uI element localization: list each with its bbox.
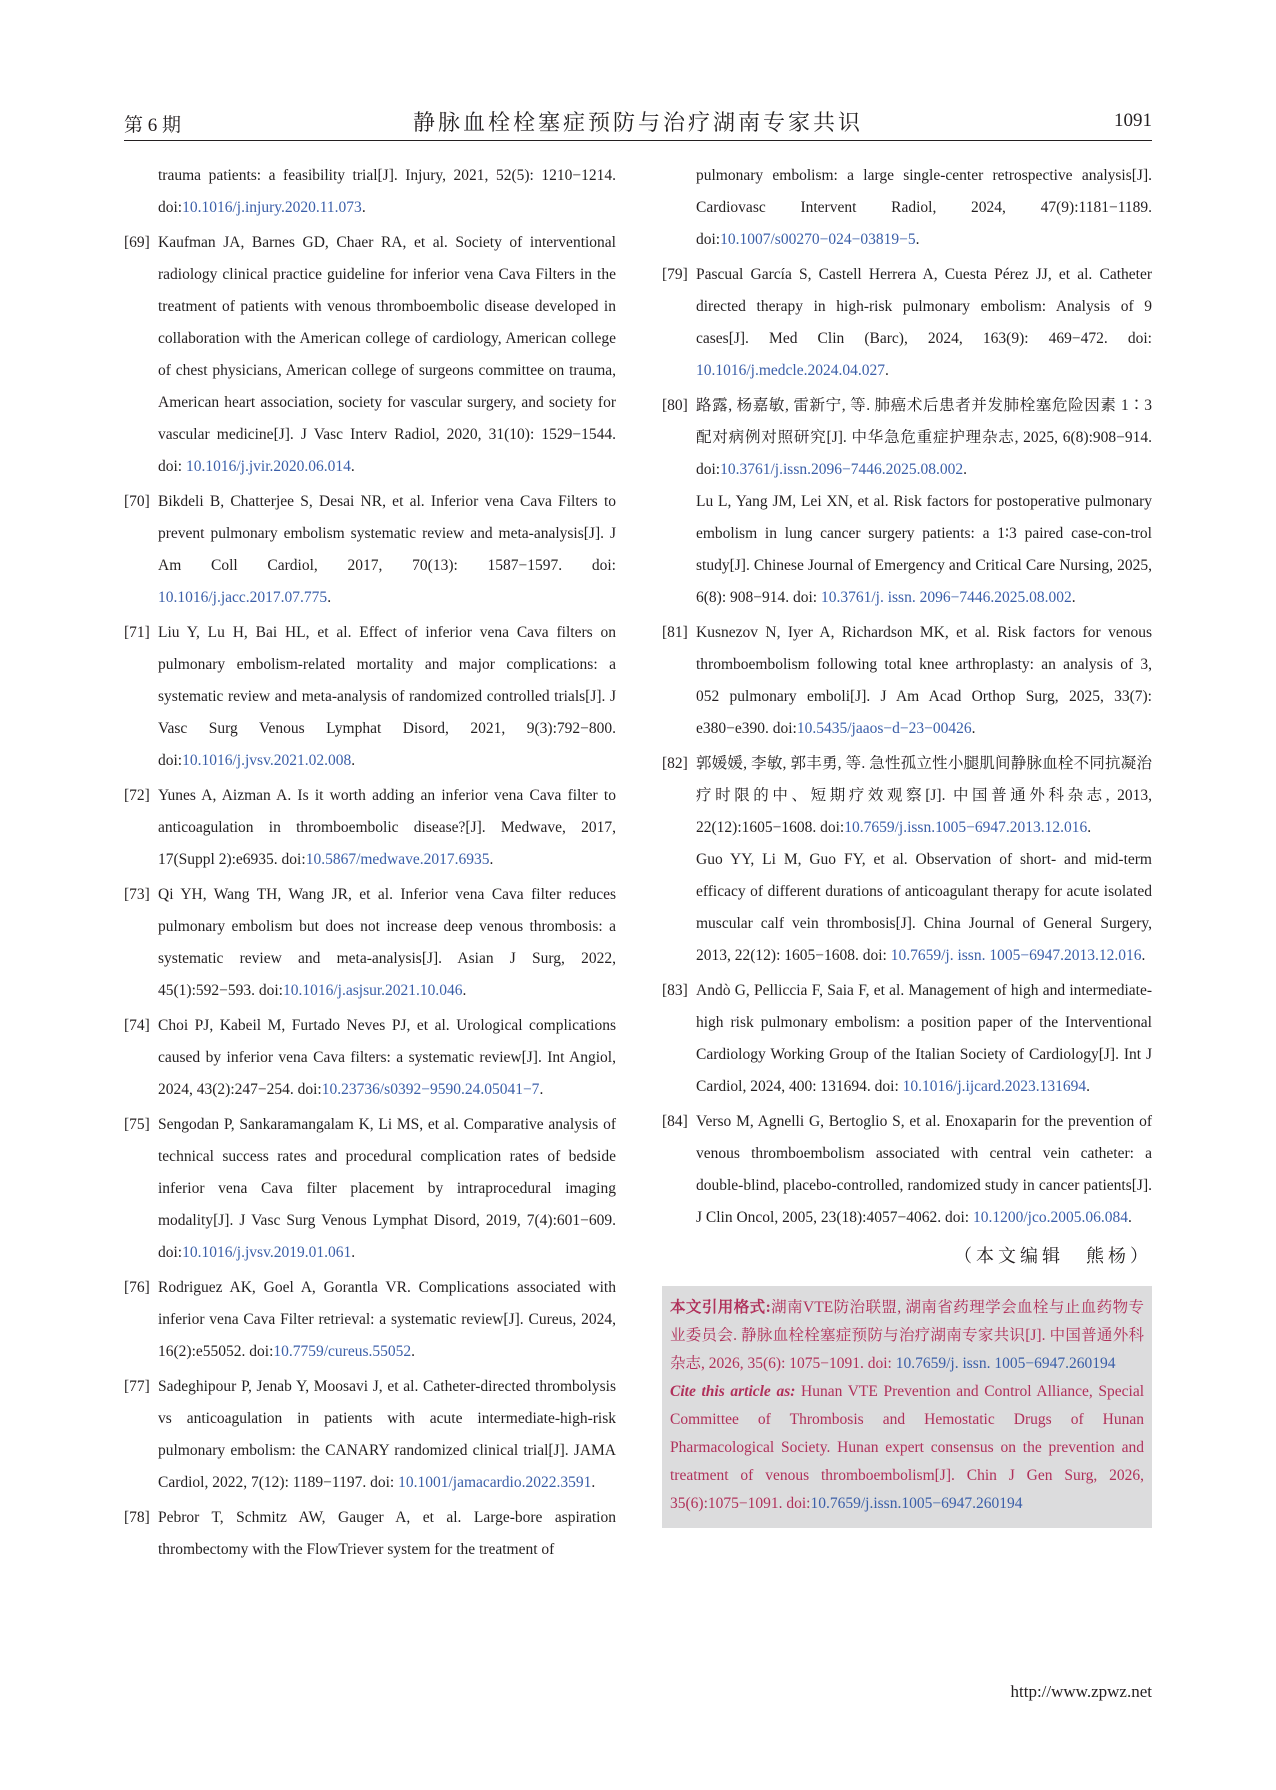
reference-text [696, 1106, 1152, 1234]
reference-item [662, 390, 1152, 614]
doi-link[interactable]: 10.1200/jco.2005.06.084 [972, 1209, 1128, 1226]
reference-item [662, 259, 1152, 387]
reference-text [158, 1272, 616, 1368]
reference-citation: Bikdeli B, Chatterjee S, Desai NR, et al. Inferior vena Cava Filters to prevent pulmonary embolism systematic review and meta-analysis[J]. J Am Coll Cardiol, 2017, 70(13): 1587−1597. doi: [158, 493, 616, 574]
reference-text [158, 1010, 616, 1106]
doi-link[interactable]: 10.1016/j.jacc.2017.07.775 [158, 589, 328, 606]
page-number: 1091 [1114, 110, 1152, 131]
reference-number: [77] [124, 1378, 150, 1395]
reference-citation: Liu Y, Lu H, Bai HL, et al. Effect of inferior vena Cava filters on pulmonary embolism-related mortality and major complications: a systematic review and meta-analysis of randomized controlled trials[J]. J Vasc Surg Venous Lymphat Disord, 2021, 9(3):792−800. doi: [158, 624, 616, 769]
reference-text [158, 1502, 616, 1566]
reference-item [662, 748, 1152, 972]
translation-doi-link[interactable]: 10.7659/j. issn. 1005−6947.2013.12.016 [890, 947, 1142, 964]
reference-citation: Verso M, Agnelli G, Bertoglio S, et al. Enoxaparin for the prevention of venous thromboembolism associated with central vein catheter: a double-blind, placebo-controlled, randomized study in cancer patients[J]. J Clin Oncol, 2005, 23(18):4057−4062. doi: [696, 1113, 1152, 1226]
reference-tail: . [462, 982, 467, 999]
page-header [124, 106, 1152, 141]
reference-number: [72] [124, 787, 150, 804]
reference-number: [76] [124, 1279, 150, 1296]
reference-text [696, 259, 1152, 387]
reference-text [696, 975, 1152, 1103]
reference-citation: Rodriguez AK, Goel A, Gorantla VR. Complications associated with inferior vena Cava Filter retrieval: a systematic review[J]. Cureus, 2024, 16(2):e55052. doi: [158, 1279, 616, 1360]
reference-number: [80] [662, 397, 688, 414]
citation-cn [670, 1294, 1144, 1378]
doi-link[interactable]: 10.5435/jaaos−d−23−00426 [796, 720, 972, 737]
reference-tail: . [971, 720, 976, 737]
reference-number: [71] [124, 624, 150, 641]
right-reference-list [662, 160, 1152, 1234]
reference-citation: 郭媛媛, 李敏, 郭丰勇, 等. 急性孤立性小腿肌间静脉血栓不同抗凝治疗时限的中、短期疗效观察[J]. 中国普通外科杂志, 2013, 22(12):1605−1608. doi: [696, 755, 1152, 836]
reference-text [696, 748, 1152, 972]
reference-tail: . [1086, 1078, 1090, 1095]
doi-link[interactable]: 10.1016/j.jvir.2020.06.014 [186, 458, 351, 475]
reference-citation: pulmonary embolism: a large single-center retrospective analysis[J]. Cardiovasc Intervent Radiol, 2024, 47(9):1181−1189. doi: [696, 167, 1152, 248]
reference-tail: . [1087, 819, 1092, 836]
reference-text [696, 617, 1152, 745]
reference-number: [73] [124, 886, 150, 903]
citation-en [670, 1378, 1144, 1518]
reference-number: [69] [124, 234, 150, 251]
reference-tail: . [361, 199, 366, 216]
reference-number: [78] [124, 1509, 150, 1526]
citation-box [662, 1286, 1152, 1528]
reference-number: [79] [662, 266, 688, 283]
doi-link[interactable]: 10.1016/j.ijcard.2023.131694 [902, 1078, 1087, 1095]
reference-citation: Choi PJ, Kabeil M, Furtado Neves PJ, et al. Urological complications caused by inferior vena Cava filters: a systematic review[J]. Int Angiol, 2024, 43(2):247−254. doi: [158, 1017, 616, 1098]
right-column [662, 160, 1152, 1528]
running-title: 静脉血栓栓塞症预防与治疗湖南专家共识 [412, 110, 863, 135]
reference-citation: Kusnezov N, Iyer A, Richardson MK, et al. Risk factors for venous thromboembolism following total knee arthroplasty: an analysis of 3, 052 pulmonary emboli[J]. J Am Acad Orthop Surg, 2025, 33(7): e380−e390. doi: [696, 624, 1152, 737]
reference-item [124, 879, 616, 1007]
reference-text [696, 390, 1152, 614]
reference-citation: Qi YH, Wang TH, Wang JR, et al. Inferior vena Cava filter reduces pulmonary embolism but does not increase deep venous thrombosis: a systematic review and meta-analysis[J]. Asian J Surg, 2022, 45(1):592−593. doi: [158, 886, 616, 999]
reference-text [158, 780, 616, 876]
doi-link[interactable]: 10.1016/j.asjsur.2021.10.046 [282, 982, 463, 999]
citation-en-doi-link[interactable]: 10.7659/j.issn.1005−6947.260194 [810, 1495, 1023, 1512]
reference-citation: Yunes A, Aizman A. Is it worth adding an inferior vena Cava filter to anticoagulation in thromboembolic disease?[J]. Medwave, 2017, 17(Suppl 2):e6935. doi: [158, 787, 616, 868]
reference-tail: . [351, 1244, 356, 1261]
reference-citation: Andò G, Pelliccia F, Saia F, et al. Management of high and intermediate-high risk pulmonary embolism: a position paper of the Interventional Cardiology Working Group of the Italian Society of Cardiology[J]. Int J Cardiol, 2024, 400: 131694. doi: [696, 982, 1152, 1095]
reference-tail: . [489, 851, 494, 868]
citation-en-label: Cite this article as: [670, 1383, 796, 1400]
reference-item [124, 1010, 616, 1106]
issue-number: 第 6 期 [124, 115, 182, 136]
translation-citation: Lu L, Yang JM, Lei XN, et al. Risk factors for postoperative pulmonary embolism in lung cancer surgery patients: a 1∶3 paired case-con-trol study[J]. Chinese Journal of Emergency and Critical Care Nursing, 2025, 6(8): 908−914. doi: [696, 493, 1152, 606]
citation-cn-doi-link[interactable]: 10.7659/j. issn. 1005−6947.260194 [895, 1355, 1116, 1372]
reference-tail: . [411, 1343, 416, 1360]
reference-tail: . [885, 362, 889, 379]
doi-link[interactable]: 10.3761/j.issn.2096−7446.2025.08.002 [720, 461, 964, 478]
reference-item [124, 1109, 616, 1269]
reference-number: [75] [124, 1116, 150, 1133]
reference-tail: . [539, 1081, 544, 1098]
footer-url[interactable]: http://www.zpwz.net [1010, 1682, 1152, 1701]
citation-cn-text: 湖南VTE防治联盟, 湖南省药理学会血栓与止血药物专业委员会. 静脉血栓栓塞症预防与治疗湖南专家共识[J]. 中国普通外科杂志, 2026, 35(6): 1075−1091. doi: [670, 1299, 1144, 1372]
editor-note: （本文编辑 熊杨） [954, 1246, 1152, 1266]
reference-text [696, 160, 1152, 256]
reference-translation [696, 486, 1152, 614]
reference-citation: Sengodan P, Sankaramangalam K, Li MS, et al. Comparative analysis of technical success rates and procedural complication rates of bedside inferior vena Cava filter placement by intraprocedural imaging modality[J]. J Vasc Surg Venous Lymphat Disord, 2019, 7(4):601−609. doi: [158, 1116, 616, 1261]
reference-citation: Sadeghipour P, Jenab Y, Moosavi J, et al. Catheter-directed thrombolysis vs anticoagulation in patients with acute intermediate-high-risk pulmonary embolism: the CANARY randomized clinical trial[J]. JAMA Cardiol, 2022, 7(12): 1189−1197. doi: [158, 1378, 616, 1491]
reference-item [124, 617, 616, 777]
reference-tail: . [915, 231, 920, 248]
reference-item [124, 486, 616, 614]
reference-number: [81] [662, 624, 688, 641]
reference-number: [84] [662, 1113, 688, 1130]
reference-translation [696, 844, 1152, 972]
reference-citation: 路露, 杨嘉敏, 雷新宁, 等. 肺癌术后患者并发肺栓塞危险因素 1∶3 配对病例对照研究[J]. 中华急危重症护理杂志, 2025, 6(8):908−914. doi: [696, 397, 1152, 478]
reference-item [124, 160, 616, 224]
reference-text [158, 160, 616, 224]
doi-link[interactable]: 10.7759/cureus.55052 [273, 1343, 412, 1360]
doi-link[interactable]: 10.1007/s00270−024−03819−5 [720, 231, 916, 248]
translation-citation: Guo YY, Li M, Guo FY, et al. Observation of short- and mid-term efficacy of different durations of anticoagulant therapy for acute isolated muscular calf vein thrombosis[J]. China Journal of General Surgery, 2013, 22(12): 1605−1608. doi: [696, 851, 1152, 964]
reference-item [662, 975, 1152, 1103]
reference-tail: . [327, 589, 332, 606]
reference-citation: Pascual García S, Castell Herrera A, Cuesta Pérez JJ, et al. Catheter directed therapy in high-risk pulmonary embolism: Analysis of 9 cases[J]. Med Clin (Barc), 2024, 163(9): 469−472. doi: [696, 266, 1152, 347]
doi-link[interactable]: 10.7659/j.issn.1005−6947.2013.12.016 [844, 819, 1088, 836]
doi-link[interactable]: 10.1016/j.jvsv.2019.01.061 [182, 1244, 352, 1261]
reference-tail: . [351, 752, 356, 769]
citation-cn-label: 本文引用格式: [670, 1299, 771, 1316]
doi-link[interactable]: 10.1016/j.injury.2020.11.073 [182, 199, 362, 216]
reference-item [124, 780, 616, 876]
reference-tail: . [1127, 1209, 1132, 1226]
reference-item [124, 1502, 616, 1566]
reference-tail: . [963, 461, 967, 478]
doi-link[interactable]: 10.1016/j.medcle.2024.04.027 [696, 362, 885, 379]
reference-text [158, 1109, 616, 1269]
reference-number: [83] [662, 982, 688, 999]
reference-item [124, 1371, 616, 1499]
translation-tail: . [1141, 947, 1146, 964]
reference-text [158, 227, 616, 483]
reference-item [124, 1272, 616, 1368]
doi-link[interactable]: 10.23736/s0392−9590.24.05041−7 [321, 1081, 540, 1098]
reference-text [158, 486, 616, 614]
reference-text [158, 879, 616, 1007]
reference-item [662, 160, 1152, 256]
translation-doi-link[interactable]: 10.3761/j. issn. 2096−7446.2025.08.002 [820, 589, 1072, 606]
reference-text [158, 617, 616, 777]
doi-link[interactable]: 10.1001/jamacardio.2022.3591 [398, 1474, 592, 1491]
translation-tail: . [1071, 589, 1076, 606]
reference-number: [74] [124, 1017, 150, 1034]
reference-citation: trauma patients: a feasibility trial[J]. Injury, 2021, 52(5): 1210−1214. doi: [158, 167, 616, 216]
reference-tail: . [350, 458, 355, 475]
reference-item [662, 617, 1152, 745]
doi-link[interactable]: 10.5867/medwave.2017.6935 [305, 851, 490, 868]
left-column [124, 160, 616, 1569]
reference-item [662, 1106, 1152, 1234]
reference-number: [70] [124, 493, 150, 510]
reference-number: [82] [662, 755, 688, 772]
doi-link[interactable]: 10.1016/j.jvsv.2021.02.008 [182, 752, 352, 769]
reference-text [158, 1371, 616, 1499]
reference-item [124, 227, 616, 483]
reference-citation: Kaufman JA, Barnes GD, Chaer RA, et al. Society of interventional radiology clinical practice guideline for inferior vena Cava Filters in the treatment of patients with venous thromboembolic disease developed in collaboration with the American college of cardiology, American college of chest physicians, American college of surgeons committee on trauma, American heart association, society for vascular surgery, and society for vascular medicine[J]. J Vasc Interv Radiol, 2020, 31(10): 1529−1544. doi: [158, 234, 616, 475]
reference-citation: Pebror T, Schmitz AW, Gauger A, et al. Large-bore aspiration thrombectomy with the FlowTriever system for the treatment of [158, 1509, 616, 1558]
citation-en-text: Hunan VTE Prevention and Control Alliance, Special Committee of Thrombosis and Hemostatic Drugs of Hunan Pharmacological Society. Hunan expert consensus on the prevention and treatment of venous thromboembolism[J]. Chin J Gen Surg, 2026, 35(6):1075−1091. doi: [670, 1383, 1145, 1512]
reference-tail: . [591, 1474, 596, 1491]
